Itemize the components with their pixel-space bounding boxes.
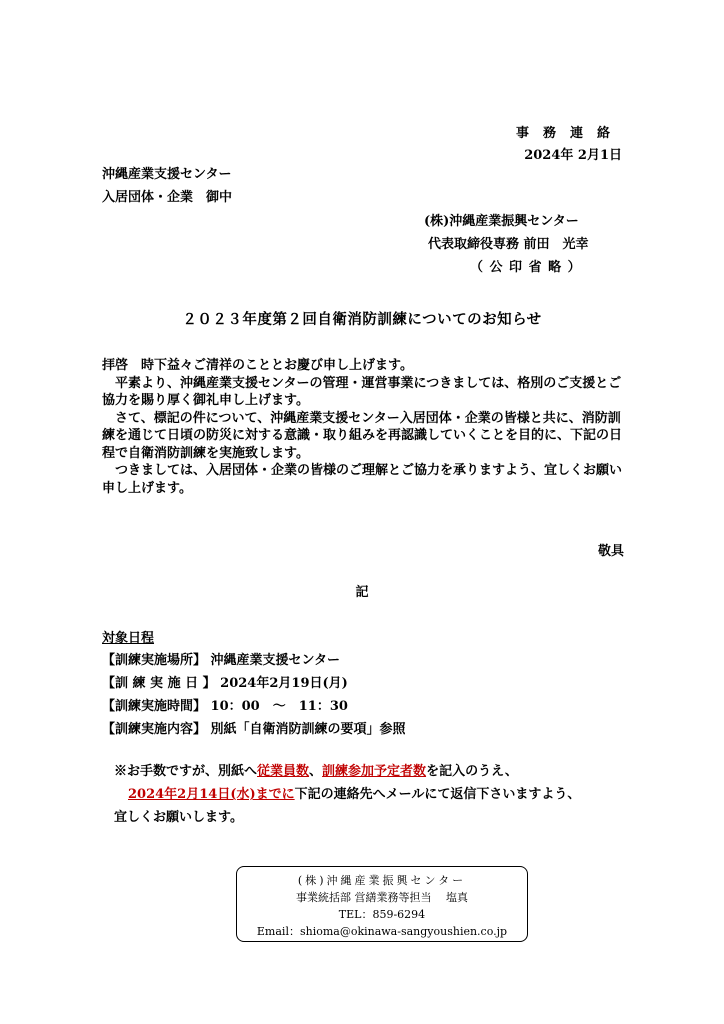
recipient-line-1: 沖縄産業支援センター [102, 167, 232, 182]
body-paragraph-thanks: 平素より、沖縄産業支援センターの管理・運営事業につきましては、格別のご支援とご協力を賜り厚く御礼申し上げます。 [102, 375, 622, 409]
document-title: ２０２３年度第２回自衛消防訓練についてのお知らせ [182, 311, 542, 328]
schedule-label: 【訓練実施場所】 [102, 653, 207, 668]
contact-box [236, 866, 528, 942]
contact-email: Email：shioma@okinawa-sangyoushien.co.jp [256, 925, 508, 938]
sender-company: (株)沖縄産業振興センター [424, 214, 579, 229]
schedule-row-place [102, 652, 406, 675]
ki-heading: 記 [355, 585, 369, 600]
document-body [102, 357, 626, 497]
notice-text: を記入のうえ、 [426, 764, 518, 779]
closing-word: 敬具 [597, 544, 624, 559]
notice-text: 、 [309, 764, 323, 779]
schedule-row-content [102, 721, 406, 744]
notice-line-2 [114, 783, 580, 806]
schedule-label: 【訓練実施内容】 [102, 722, 207, 737]
highlight-participant-count: 訓練参加予定者数 [322, 764, 427, 779]
body-paragraph-request: つきましては、入居団体・企業の皆様のご理解とご協力を承りますよう、宜しくお願い申し上げます。 [102, 463, 623, 496]
schedule-value: 別紙「自衛消防訓練の要項」参照 [210, 722, 406, 737]
notice-line-1 [114, 760, 580, 783]
schedule-heading: 対象日程 [102, 631, 155, 646]
highlight-employee-count: 従業員数 [257, 764, 310, 779]
notice-line-3: 宜しくお願いします。 [114, 810, 243, 825]
notice-block [114, 760, 580, 829]
schedule-value: 沖縄産業支援センター [210, 653, 341, 668]
schedule-list [102, 652, 406, 744]
schedule-row-time [102, 698, 406, 721]
schedule-label: 【訓練実施時間】 [102, 699, 207, 714]
document-type: 事務連絡 [515, 126, 624, 141]
schedule-row-date [102, 675, 406, 698]
recipient-line-2: 入居団体・企業 御中 [102, 190, 233, 205]
contact-tel: TEL：859-6294 [338, 908, 426, 921]
contact-department: 事業統括部 営繕業務等担当 塩真 [296, 891, 468, 904]
document-date: 2024年 2月1日 [524, 148, 622, 163]
body-paragraph-purpose: さて、標記の件について、沖縄産業支援センター入居団体・企業の皆様と共に、消防訓練を通じて日頃の防災に対する意識・取り組みを再認識していくことを目的に、下記の日程で自衛消防訓練を実施致します。 [102, 410, 623, 461]
schedule-label: 【訓 練 実 施 日 】 [102, 676, 216, 691]
sender-person: 代表取締役専務 前田 光幸 [428, 237, 589, 252]
schedule-value: 10：00 ～ 11：30 [210, 699, 348, 714]
seal-note: （ 公 印 省 略 ） [470, 260, 582, 275]
notice-text: 下記の連絡先へメールにて返信下さいますよう、 [294, 787, 581, 802]
notice-text: ※お手数ですが、別紙へ [114, 764, 258, 779]
schedule-value: 2024年2月19日(月) [220, 676, 348, 691]
highlight-deadline: 2024年2月14日(水)までに [128, 787, 295, 802]
contact-company: (株)沖縄産業振興センター [297, 874, 467, 887]
body-paragraph-greeting: 拝啓 時下益々ご清祥のこととお慶び申し上げます。 [102, 358, 413, 373]
